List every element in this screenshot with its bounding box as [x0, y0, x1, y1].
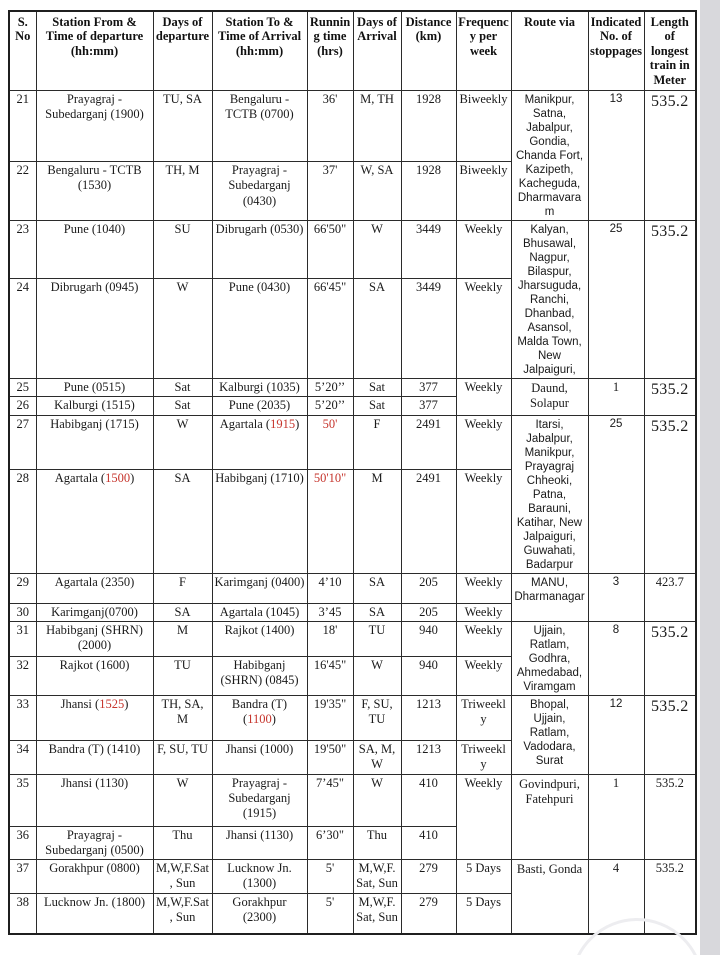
- cell-days-departure: W: [153, 774, 212, 826]
- cell-frequency: 5 Days: [456, 860, 511, 894]
- cell-frequency: Weekly: [456, 656, 511, 695]
- cell-distance: 205: [401, 573, 456, 603]
- cell-serial-no: 34: [9, 741, 36, 775]
- cell-station-to: Lucknow Jn. (1300): [212, 860, 307, 894]
- column-header: Route via: [511, 11, 588, 90]
- cell-days-departure: Sat: [153, 379, 212, 397]
- table-row: [9, 221, 696, 279]
- cell-route-via: Itarsi, Jabalpur, Manikpur, Prayagraj Chheoki, Patna, Barauni, Katihar, New Jalpaiguri, Guwahati, Badarpur: [511, 415, 588, 573]
- cell-days-arrival: F: [353, 415, 401, 469]
- cell-days-departure: M: [153, 622, 212, 657]
- page-edge-strip: [700, 0, 720, 955]
- cell-station-to: Jhansi (1130): [212, 826, 307, 860]
- cell-station-to: Karimganj (0400): [212, 573, 307, 603]
- table-row: [9, 573, 696, 603]
- cell-days-departure: SU: [153, 221, 212, 279]
- cell-train-length: 535.2: [644, 415, 696, 573]
- cell-station-to: Jhansi (1000): [212, 741, 307, 775]
- cell-days-departure: W: [153, 279, 212, 379]
- cell-days-arrival: SA: [353, 603, 401, 621]
- table-row: [9, 622, 696, 657]
- cell-days-arrival: Sat: [353, 379, 401, 397]
- cell-running-time: 3’45: [307, 603, 353, 621]
- cell-station-from: Jhansi (1130): [36, 774, 153, 826]
- cell-station-to: Prayagraj - Subedarganj (1915): [212, 774, 307, 826]
- cell-running-time: 18': [307, 622, 353, 657]
- column-header: S. No: [9, 11, 36, 90]
- cell-running-time: 5': [307, 860, 353, 894]
- cell-route-via: Ujjain, Ratlam, Godhra, Ahmedabad, Viramgam: [511, 622, 588, 696]
- cell-distance: 377: [401, 397, 456, 415]
- cell-running-time: 4’10: [307, 573, 353, 603]
- cell-days-departure: TH, M: [153, 162, 212, 221]
- cell-days-arrival: W: [353, 221, 401, 279]
- cell-train-length: 535.2: [644, 221, 696, 379]
- cell-stoppages: 1: [588, 774, 644, 860]
- cell-serial-no: 32: [9, 656, 36, 695]
- cell-station-from: Pune (0515): [36, 379, 153, 397]
- cell-serial-no: 23: [9, 221, 36, 279]
- cell-running-time: 66'50": [307, 221, 353, 279]
- cell-serial-no: 30: [9, 603, 36, 621]
- cell-days-departure: W: [153, 415, 212, 469]
- cell-days-departure: F: [153, 573, 212, 603]
- cell-station-from: Pune (1040): [36, 221, 153, 279]
- cell-distance: 1928: [401, 90, 456, 161]
- cell-serial-no: 36: [9, 826, 36, 860]
- cell-train-length: 535.2: [644, 622, 696, 696]
- cell-days-arrival: SA, M, W: [353, 741, 401, 775]
- cell-stoppages: 12: [588, 696, 644, 775]
- cell-station-to: Rajkot (1400): [212, 622, 307, 657]
- cell-running-time: 5’20’’: [307, 397, 353, 415]
- cell-route-via: Bhopal, Ujjain, Ratlam, Vadodara, Surat: [511, 696, 588, 775]
- cell-running-time: [307, 469, 353, 573]
- cell-station-to: Agartala (1045): [212, 603, 307, 621]
- cell-running-time: [307, 415, 353, 469]
- cell-stoppages: 4: [588, 860, 644, 934]
- cell-serial-no: 29: [9, 573, 36, 603]
- cell-running-time: 16'45": [307, 656, 353, 695]
- cell-distance: 2491: [401, 469, 456, 573]
- column-header: Distance (km): [401, 11, 456, 90]
- cell-days-arrival: W, SA: [353, 162, 401, 221]
- cell-running-time: 6’30": [307, 826, 353, 860]
- column-header: Station To & Time of Arrival (hh:mm): [212, 11, 307, 90]
- cell-days-departure: Thu: [153, 826, 212, 860]
- cell-frequency: Weekly: [456, 573, 511, 603]
- table-header-row: [9, 11, 696, 90]
- cell-distance: 410: [401, 826, 456, 860]
- cell-days-arrival: Thu: [353, 826, 401, 860]
- cell-station-from: Kalburgi (1515): [36, 397, 153, 415]
- cell-stoppages: 1: [588, 379, 644, 416]
- cell-days-arrival: M: [353, 469, 401, 573]
- cell-distance: 279: [401, 860, 456, 894]
- cell-stoppages: 25: [588, 415, 644, 573]
- cell-station-to: Pune (0430): [212, 279, 307, 379]
- cell-train-length: 535.2: [644, 379, 696, 416]
- cell-serial-no: 28: [9, 469, 36, 573]
- cell-station-from: Rajkot (1600): [36, 656, 153, 695]
- cell-station-from: Bandra (T) (1410): [36, 741, 153, 775]
- highlighted-time: 1525: [99, 697, 125, 712]
- cell-distance: 205: [401, 603, 456, 621]
- cell-frequency: Weekly: [456, 221, 511, 279]
- cell-stoppages: 3: [588, 573, 644, 621]
- column-header: Indicated No. of stoppages: [588, 11, 644, 90]
- cell-days-departure: TH, SA, M: [153, 696, 212, 741]
- table-row: [9, 415, 696, 469]
- highlighted-time: 1915: [270, 416, 296, 431]
- cell-serial-no: 31: [9, 622, 36, 657]
- cell-distance: 410: [401, 774, 456, 826]
- cell-days-arrival: W: [353, 774, 401, 826]
- cell-station-from: Habibganj (SHRN) (2000): [36, 622, 153, 657]
- cell-days-departure: TU, SA: [153, 90, 212, 161]
- table-row: [9, 860, 696, 894]
- cell-route-via: Basti, Gonda: [511, 860, 588, 934]
- cell-running-time: 19'35": [307, 696, 353, 741]
- cell-frequency: 5 Days: [456, 894, 511, 934]
- cell-distance: 1928: [401, 162, 456, 221]
- cell-station-to: Habibganj (1710): [212, 469, 307, 573]
- cell-days-arrival: TU: [353, 622, 401, 657]
- cell-station-from: Karimganj(0700): [36, 603, 153, 621]
- cell-frequency: Weekly: [456, 469, 511, 573]
- cell-station-to: Kalburgi (1035): [212, 379, 307, 397]
- cell-station-from: Prayagraj - Subedarganj (0500): [36, 826, 153, 860]
- column-header: Station From & Time of departure (hh:mm): [36, 11, 153, 90]
- cell-serial-no: 33: [9, 696, 36, 741]
- cell-running-time: 7’45": [307, 774, 353, 826]
- column-header: Days of Arrival: [353, 11, 401, 90]
- cell-route-via: MANU, Dharmanagar: [511, 573, 588, 621]
- cell-frequency: Triweekly: [456, 741, 511, 775]
- cell-frequency: Weekly: [456, 379, 511, 416]
- cell-stoppages: 13: [588, 90, 644, 220]
- column-header: Days of departure: [153, 11, 212, 90]
- cell-days-arrival: M, TH: [353, 90, 401, 161]
- table-row: [9, 90, 696, 161]
- cell-stoppages: 25: [588, 221, 644, 379]
- cell-station-to: Habibganj (SHRN) (0845): [212, 656, 307, 695]
- cell-distance: 377: [401, 379, 456, 397]
- cell-distance: 2491: [401, 415, 456, 469]
- cell-distance: 940: [401, 656, 456, 695]
- cell-days-arrival: SA: [353, 279, 401, 379]
- cell-route-via: Govindpuri, Fatehpuri: [511, 774, 588, 860]
- cell-days-departure: SA: [153, 603, 212, 621]
- cell-serial-no: 26: [9, 397, 36, 415]
- cell-distance: 279: [401, 894, 456, 934]
- cell-station-to: Dibrugarh (0530): [212, 221, 307, 279]
- column-header: Running time (hrs): [307, 11, 353, 90]
- cell-frequency: Weekly: [456, 279, 511, 379]
- cell-running-time: 36': [307, 90, 353, 161]
- cell-station-from: Dibrugarh (0945): [36, 279, 153, 379]
- cell-station-to: Bandra (T) (1100): [212, 696, 307, 741]
- cell-station-from: Agartala (1500): [36, 469, 153, 573]
- table-row: [9, 774, 696, 826]
- cell-station-from: Bengaluru - TCTB (1530): [36, 162, 153, 221]
- cell-station-from: Jhansi (1525): [36, 696, 153, 741]
- cell-serial-no: 35: [9, 774, 36, 826]
- cell-serial-no: 21: [9, 90, 36, 161]
- column-header: Length of longest train in Meter: [644, 11, 696, 90]
- cell-days-arrival: W: [353, 656, 401, 695]
- cell-route-via: Manikpur, Satna, Jabalpur, Gondia, Chanda Fort, Kazipeth, Kacheguda, Dharmavaram: [511, 90, 588, 220]
- cell-train-length: 535.2: [644, 860, 696, 934]
- cell-days-departure: M,W,F.Sat, Sun: [153, 860, 212, 894]
- column-header: Frequency per week: [456, 11, 511, 90]
- cell-distance: 3449: [401, 221, 456, 279]
- cell-serial-no: 37: [9, 860, 36, 894]
- cell-running-time: 19'50": [307, 741, 353, 775]
- cell-station-from: Gorakhpur (0800): [36, 860, 153, 894]
- highlighted-time: 1100: [247, 712, 272, 727]
- cell-serial-no: 22: [9, 162, 36, 221]
- cell-days-departure: Sat: [153, 397, 212, 415]
- cell-running-time: 66'45": [307, 279, 353, 379]
- cell-serial-no: 38: [9, 894, 36, 934]
- cell-days-arrival: F, SU, TU: [353, 696, 401, 741]
- cell-days-arrival: M,W,F.Sat, Sun: [353, 860, 401, 894]
- cell-frequency: Triweekly: [456, 696, 511, 741]
- cell-station-to: Bengaluru - TCTB (0700): [212, 90, 307, 161]
- cell-station-to: Gorakhpur (2300): [212, 894, 307, 934]
- highlighted-time: 50': [322, 416, 338, 431]
- cell-days-arrival: M,W,F.Sat, Sun: [353, 894, 401, 934]
- cell-running-time: 5': [307, 894, 353, 934]
- cell-days-departure: SA: [153, 469, 212, 573]
- table-row: [9, 379, 696, 397]
- cell-train-length: 535.2: [644, 90, 696, 220]
- highlighted-time: 1500: [105, 470, 131, 485]
- cell-train-length: 535.2: [644, 774, 696, 860]
- cell-station-to: Prayagraj - Subedarganj (0430): [212, 162, 307, 221]
- cell-serial-no: 27: [9, 415, 36, 469]
- cell-days-departure: M,W,F.Sat, Sun: [153, 894, 212, 934]
- cell-frequency: Weekly: [456, 622, 511, 657]
- table-row: [9, 696, 696, 741]
- cell-station-to: Pune (2035): [212, 397, 307, 415]
- highlighted-time: 50'10": [313, 470, 347, 485]
- cell-route-via: Kalyan, Bhusawal, Nagpur, Bilaspur, Jharsuguda, Ranchi, Dhanbad, Asansol, Malda Town, New Jalpaiguri,: [511, 221, 588, 379]
- cell-frequency: Weekly: [456, 774, 511, 860]
- cell-days-departure: F, SU, TU: [153, 741, 212, 775]
- cell-days-arrival: SA: [353, 573, 401, 603]
- table-body: [9, 90, 696, 933]
- train-schedule-table: [8, 10, 697, 935]
- cell-route-via: Daund, Solapur: [511, 379, 588, 416]
- cell-distance: 3449: [401, 279, 456, 379]
- cell-distance: 1213: [401, 741, 456, 775]
- cell-frequency: Biweekly: [456, 90, 511, 161]
- cell-days-arrival: Sat: [353, 397, 401, 415]
- cell-station-from: Lucknow Jn. (1800): [36, 894, 153, 934]
- cell-serial-no: 25: [9, 379, 36, 397]
- cell-station-from: Prayagraj - Subedarganj (1900): [36, 90, 153, 161]
- cell-frequency: Weekly: [456, 415, 511, 469]
- cell-distance: 940: [401, 622, 456, 657]
- cell-days-departure: TU: [153, 656, 212, 695]
- cell-train-length: 535.2: [644, 696, 696, 775]
- cell-stoppages: 8: [588, 622, 644, 696]
- cell-station-to: Agartala (1915): [212, 415, 307, 469]
- cell-serial-no: 24: [9, 279, 36, 379]
- cell-station-from: Agartala (2350): [36, 573, 153, 603]
- cell-running-time: 37': [307, 162, 353, 221]
- cell-train-length: 423.7: [644, 573, 696, 621]
- cell-distance: 1213: [401, 696, 456, 741]
- cell-station-from: Habibganj (1715): [36, 415, 153, 469]
- cell-frequency: Weekly: [456, 603, 511, 621]
- cell-running-time: 5’20’’: [307, 379, 353, 397]
- cell-frequency: Biweekly: [456, 162, 511, 221]
